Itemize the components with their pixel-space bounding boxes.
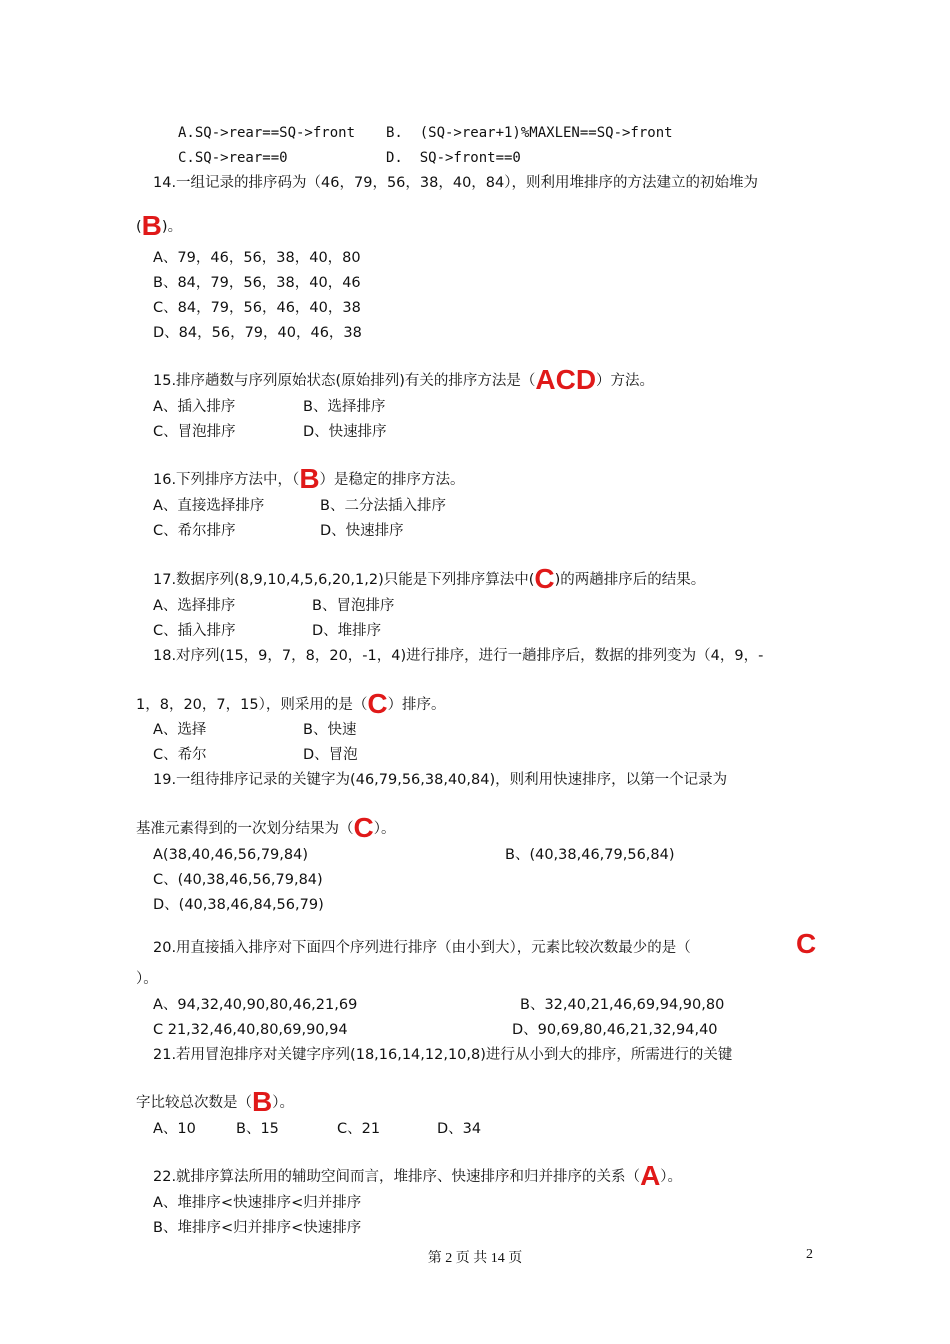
q14-answer: B [141, 210, 162, 241]
q21-text-end: ）。 [272, 1095, 294, 1111]
q22-text: 22.就排序算法所用的辅助空间而言，堆排序、快速排序和归并排序的关系（ [153, 1169, 641, 1185]
q15-answer: ACD [535, 364, 597, 395]
q15-option-b: B、选择排序 [303, 399, 386, 415]
q20-question: 20.用直接插入排序对下面四个序列进行排序（由小到大），元素比较次数最少的是（ [153, 940, 691, 956]
page-number: 2 [806, 1247, 813, 1262]
q19-text: 基准元素得到的一次划分结果为（ [136, 821, 354, 837]
q20-answer: C [796, 928, 817, 959]
q19-question: 19.一组待排序记录的关键字为(46,79,56,38,40,84)，则利用快速排序，以第一个记录为 [153, 772, 728, 788]
q21-answer: B [252, 1086, 273, 1117]
q13-option-d: D. SQ->front==0 [386, 150, 521, 166]
q17-text: 17.数据序列(8,9,10,4,5,6,20,1,2)只能是下列排序算法中( [153, 572, 535, 588]
q17-option-d: D、堆排序 [312, 623, 382, 639]
q18-answer-line [136, 690, 446, 718]
q16-option-a: A、直接选择排序 [153, 498, 265, 514]
q15-option-a: A、插入排序 [153, 399, 236, 415]
q14-option-d: D、84，56，79，40，46，38 [153, 325, 362, 341]
q16-answer: B [299, 463, 320, 494]
q14-open: ( [136, 219, 142, 235]
q19-option-a: A(38,40,46,56,79,84) [153, 847, 308, 863]
q18-option-b: B、快速 [303, 722, 357, 738]
q17-answer: C [534, 563, 555, 594]
q20-option-d: D、90,69,80,46,21,32,94,40 [512, 1022, 718, 1038]
q14-answer-line [136, 212, 182, 240]
q17-option-a: A、选择排序 [153, 598, 236, 614]
q18-question: 18.对序列(15，9，7，8，20，-1，4)进行排序，进行一趟排序后，数据的排列变为（4，9，- [153, 648, 764, 664]
page-footer: 第 2 页 共 14 页 [427, 1251, 523, 1266]
q20-option-a: A、94,32,40,90,80,46,21,69 [153, 997, 358, 1013]
q16-option-b: B、二分法插入排序 [320, 498, 446, 514]
q22-option-b: B、堆排序<归并排序<快速排序 [153, 1220, 362, 1236]
q13-option-a: A.SQ->rear==SQ->front [178, 125, 356, 141]
q14-question: 14.一组记录的排序码为（46，79，56，38，40，84），则利用堆排序的方法建立的初始堆为 [153, 175, 759, 191]
q16-option-d: D、快速排序 [320, 523, 404, 539]
q18-answer: C [367, 688, 388, 719]
q21-option-a: A、10 [153, 1121, 196, 1137]
q15-option-c: C、冒泡排序 [153, 424, 236, 440]
q16-question [153, 465, 465, 493]
q20-question-end: ）。 [136, 971, 158, 987]
q13-option-c: C.SQ->rear==0 [178, 150, 288, 166]
q21-answer-line [136, 1088, 294, 1116]
q15-question [153, 366, 654, 394]
q14-option-a: A、79，46，56，38，40，80 [153, 250, 361, 266]
q15-text-end: ）方法。 [596, 373, 655, 389]
q18-text: 1，8，20，7，15），则采用的是（ [136, 697, 368, 713]
q14-close: )。 [161, 219, 183, 235]
q17-text-end: )的两趟排序后的结果。 [554, 572, 706, 588]
q18-option-c: C、希尔 [153, 747, 207, 763]
q21-option-c: C、21 [337, 1121, 381, 1137]
q16-text-end: ）是稳定的排序方法。 [319, 472, 465, 488]
q19-text-end: ）。 [373, 821, 396, 837]
q22-question [153, 1162, 682, 1190]
q20-option-b: B、32,40,21,46,69,94,90,80 [520, 997, 725, 1013]
q14-option-c: C、84，79，56，46，40，38 [153, 300, 361, 316]
q20-answer-wrap [796, 930, 816, 958]
q19-option-c: C、(40,38,46,56,79,84) [153, 872, 323, 888]
q18-text-end: ）排序。 [387, 697, 446, 713]
q21-option-d: D、34 [437, 1121, 482, 1137]
q21-option-b: B、15 [236, 1121, 279, 1137]
q19-option-b: B、(40,38,46,79,56,84) [505, 847, 675, 863]
q17-option-b: B、冒泡排序 [312, 598, 395, 614]
q20-option-c: C 21,32,46,40,80,69,90,94 [153, 1022, 348, 1038]
q16-text: 16.下列排序方法中，（ [153, 472, 300, 488]
q13-option-b: B. (SQ->rear+1)%MAXLEN==SQ->front [386, 125, 673, 141]
q18-option-d: D、冒泡 [303, 747, 358, 763]
q15-text: 15.排序趟数与序列原始状态(原始排列)有关的排序方法是（ [153, 373, 536, 389]
q22-text-end: ）。 [660, 1169, 683, 1185]
q22-option-a: A、堆排序<快速排序<归并排序 [153, 1195, 362, 1211]
q21-question: 21.若用冒泡排序对关键字序列(18,16,14,12,10,8)进行从小到大的排序，所需进行的关键 [153, 1047, 733, 1063]
q14-option-b: B、84，79，56，38，40，46 [153, 275, 361, 291]
q15-option-d: D、快速排序 [303, 424, 387, 440]
q19-option-d: D、(40,38,46,84,56,79) [153, 897, 324, 913]
q17-option-c: C、插入排序 [153, 623, 236, 639]
q22-answer: A [640, 1160, 661, 1191]
q18-option-a: A、选择 [153, 722, 207, 738]
q21-text: 字比较总次数是（ [136, 1095, 252, 1111]
q19-answer: C [353, 812, 374, 843]
q17-question [153, 565, 705, 593]
q19-answer-line [136, 814, 395, 842]
q16-option-c: C、希尔排序 [153, 523, 236, 539]
